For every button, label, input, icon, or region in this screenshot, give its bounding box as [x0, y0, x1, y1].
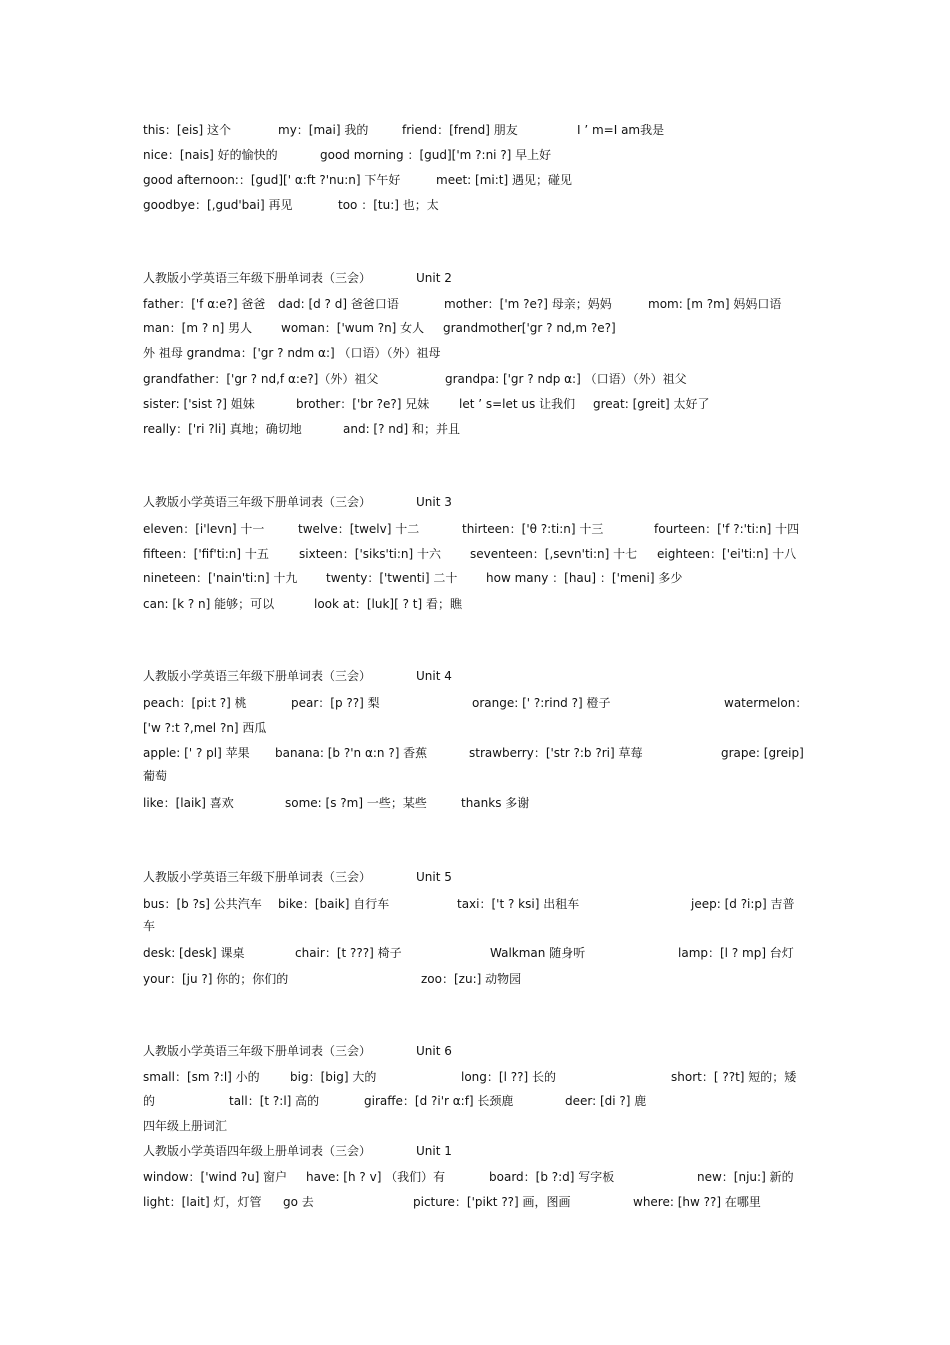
section-heading	[143, 494, 808, 510]
vocab-line	[143, 768, 808, 784]
vocab-entry: taxi：['t ? ksi] 出租车	[457, 897, 580, 911]
vocab-entry: brother：['br ?e?] 兄妹	[296, 397, 430, 411]
section-heading	[143, 270, 808, 286]
vocab-entry: really：['ri ?li] 真地；确切地	[143, 422, 302, 436]
vocab-entry: zoo：[zu:] 动物园	[421, 972, 522, 986]
vocab-line	[143, 896, 808, 912]
section-heading	[143, 668, 808, 684]
section-title: 人教版小学英语三年级下册单词表（三会）	[143, 1044, 372, 1058]
vocab-line	[143, 396, 808, 412]
vocab-entry: mother：['m ?e?] 母亲；妈妈	[444, 297, 612, 311]
vocab-entry: great: [greit] 太好了	[593, 397, 710, 411]
vocab-entry: light：[lait] 灯，灯管	[143, 1195, 262, 1209]
vocab-entry: board：[b ?:d] 写字板	[489, 1170, 615, 1184]
vocab-line	[143, 720, 808, 736]
vocab-line	[143, 918, 808, 934]
vocab-line	[143, 596, 808, 612]
vocab-entry: picture：['pikt ??] 画，图画	[413, 1195, 571, 1209]
vocab-entry: window：['wind ?u] 窗户	[143, 1170, 288, 1184]
vocab-entry: bike：[baik] 自行车	[278, 897, 390, 911]
vocab-entry: chair：[t ???] 椅子	[295, 946, 402, 960]
vocab-entry: go 去	[283, 1195, 314, 1209]
unit-label: Unit 2	[416, 271, 452, 285]
vocab-entry: short：[ ??t] 短的；矮	[671, 1070, 797, 1084]
vocab-entry: too ：[tu:] 也；太	[338, 198, 439, 212]
vocab-entry: twenty：['twenti] 二十	[326, 571, 458, 585]
vocab-line	[143, 546, 808, 562]
vocab-entry: this：[eis] 这个	[143, 123, 232, 137]
vocab-entry: seventeen：[,sevn'ti:n] 十七	[470, 547, 638, 561]
vocab-entry: let ’ s=let us 让我们	[459, 397, 576, 411]
vocab-entry: twelve：[twelv] 十二	[298, 522, 420, 536]
vocab-entry: 车	[143, 919, 156, 933]
unit-label: Unit 3	[416, 495, 452, 509]
vocab-entry: banana: [b ?'n α:n ?] 香蕉	[275, 746, 428, 760]
vocab-entry: new：[nju:] 新的	[697, 1170, 794, 1184]
vocab-line	[143, 570, 808, 586]
vocab-entry: thirteen：['θ ?:ti:n] 十三	[462, 522, 604, 536]
vocab-entry: I ’ m=I am我是	[577, 123, 665, 137]
unit-label: Unit 5	[416, 870, 452, 884]
vocab-entry: desk: [desk] 课桌	[143, 946, 245, 960]
section-title: 人教版小学英语三年级下册单词表（三会）	[143, 271, 372, 285]
vocab-entry: orange: [' ?:rind ?] 橙子	[472, 696, 611, 710]
vocab-line	[143, 345, 808, 361]
vocab-entry: 外 祖母 grandma：['gr ? ndm α:] （口语）（外）祖母	[143, 346, 441, 360]
unit-label: Unit 6	[416, 1044, 452, 1058]
vocab-entry: have: [h ? v] （我们）有	[306, 1170, 446, 1184]
vocab-entry: woman：['wum ?n] 女人	[281, 321, 425, 335]
vocab-line	[143, 147, 808, 163]
vocab-entry: grape: [greip]	[721, 746, 804, 760]
vocab-line	[143, 296, 808, 312]
section-heading	[143, 869, 808, 885]
vocab-entry: strawberry：['str ?:b ?ri] 草莓	[469, 746, 643, 760]
vocab-entry: where: [hw ??] 在哪里	[633, 1195, 761, 1209]
vocab-entry: 葡萄	[143, 769, 168, 783]
vocab-line	[143, 1169, 808, 1185]
vocab-entry: meet: [mi:t] 遇见；碰见	[436, 173, 572, 187]
vocab-entry: dad: [d ? d] 爸爸口语	[278, 297, 399, 311]
section-title: 人教版小学英语四年级上册单词表（三会）	[143, 1144, 372, 1158]
section-heading	[143, 1043, 808, 1059]
vocab-entry: grandmother['gr ? nd,m ?e?]	[443, 321, 616, 335]
vocab-entry: mom: [m ?m] 妈妈口语	[648, 297, 782, 311]
vocab-entry: friend：[frend] 朋友	[402, 123, 518, 137]
vocab-entry: how many ：[hau] ：['meni] 多少	[486, 571, 683, 585]
section-title: 人教版小学英语三年级下册单词表（三会）	[143, 870, 372, 884]
grade-heading	[143, 1118, 808, 1134]
vocab-entry: like：[laik] 喜欢	[143, 796, 234, 810]
vocab-entry: peach：[pi:t ?] 桃	[143, 696, 247, 710]
vocab-line	[143, 197, 808, 213]
vocab-entry: watermelon：	[724, 696, 808, 710]
vocab-line	[143, 122, 808, 138]
vocab-entry: good morning ：[gud]['m ?:ni ?] 早上好	[320, 148, 552, 162]
vocab-line	[143, 1194, 808, 1210]
vocab-entry: and: [? nd] 和；并且	[343, 422, 461, 436]
vocab-line	[143, 795, 808, 811]
vocab-line	[143, 521, 808, 537]
vocab-entry: fourteen：['f ?:'ti:n] 十四	[654, 522, 800, 536]
grade-title: 四年级上册词汇	[143, 1119, 228, 1133]
vocab-line	[143, 695, 808, 711]
vocab-entry: pear：[p ??] 梨	[291, 696, 380, 710]
vocab-entry: deer: [di ?] 鹿	[565, 1094, 647, 1108]
vocab-entry: eleven：[i'levn] 十一	[143, 522, 265, 536]
vocab-entry: good afternoon:：[gud][' α:ft ?'nu:n] 下午好	[143, 173, 401, 187]
vocab-line	[143, 421, 808, 437]
vocab-entry: eighteen：['ei'ti:n] 十八	[657, 547, 797, 561]
vocab-entry: apple: [' ? pl] 苹果	[143, 746, 250, 760]
vocab-entry: giraffe：[d ?i'r α:f] 长颈鹿	[364, 1094, 514, 1108]
vocab-line	[143, 1069, 808, 1085]
vocab-entry: sister: ['sist ?] 姐妹	[143, 397, 255, 411]
vocab-entry: bus：[b ?s] 公共汽车	[143, 897, 262, 911]
vocab-line	[143, 971, 808, 987]
vocab-line	[143, 745, 808, 761]
vocab-entry: Walkman 随身听	[490, 946, 586, 960]
vocab-entry: long：[l ??] 长的	[461, 1070, 556, 1084]
unit-label: Unit 1	[416, 1144, 452, 1158]
vocab-line	[143, 320, 808, 336]
vocab-entry: 的	[143, 1094, 156, 1108]
unit-label: Unit 4	[416, 669, 452, 683]
vocab-line	[143, 172, 808, 188]
vocab-entry: ['w ?:t ?,mel ?n] 西瓜	[143, 721, 267, 735]
vocab-entry: man：[m ? n] 男人	[143, 321, 253, 335]
vocab-entry: jeep: [d ?i:p] 吉普	[691, 897, 795, 911]
vocab-entry: can: [k ? n] 能够；可以	[143, 597, 275, 611]
vocab-line	[143, 371, 808, 387]
vocab-entry: thanks 多谢	[461, 796, 530, 810]
vocab-entry: goodbye：[,gud'bai] 再见	[143, 198, 293, 212]
vocab-entry: tall：[t ?:l] 高的	[229, 1094, 320, 1108]
vocab-entry: grandfather：['gr ? nd,f α:e?]（外）祖父	[143, 372, 379, 386]
vocab-entry: nineteen：['nain'ti:n] 十九	[143, 571, 298, 585]
vocab-entry: fifteen：['fif'ti:n] 十五	[143, 547, 269, 561]
vocab-entry: nice：[nais] 好的愉快的	[143, 148, 278, 162]
vocab-entry: small：[sm ?:l] 小的	[143, 1070, 260, 1084]
section-heading	[143, 1143, 808, 1159]
vocab-entry: big：[big] 大的	[290, 1070, 377, 1084]
vocab-entry: your：[ju ?] 你的；你们的	[143, 972, 289, 986]
vocab-entry: my：[mai] 我的	[278, 123, 369, 137]
section-title: 人教版小学英语三年级下册单词表（三会）	[143, 669, 372, 683]
section-title: 人教版小学英语三年级下册单词表（三会）	[143, 495, 372, 509]
vocab-line	[143, 945, 808, 961]
vocab-entry: sixteen：['siks'ti:n] 十六	[299, 547, 442, 561]
vocab-entry: grandpa: ['gr ? ndp α:] （口语）（外）祖父	[445, 372, 687, 386]
vocab-line	[143, 1093, 808, 1109]
vocab-entry: look at：[luk][ ? t] 看；瞧	[314, 597, 462, 611]
vocab-entry: some: [s ?m] 一些；某些	[285, 796, 427, 810]
vocab-entry: father：['f α:e?] 爸爸	[143, 297, 266, 311]
vocab-entry: lamp：[l ? mp] 台灯	[678, 946, 794, 960]
